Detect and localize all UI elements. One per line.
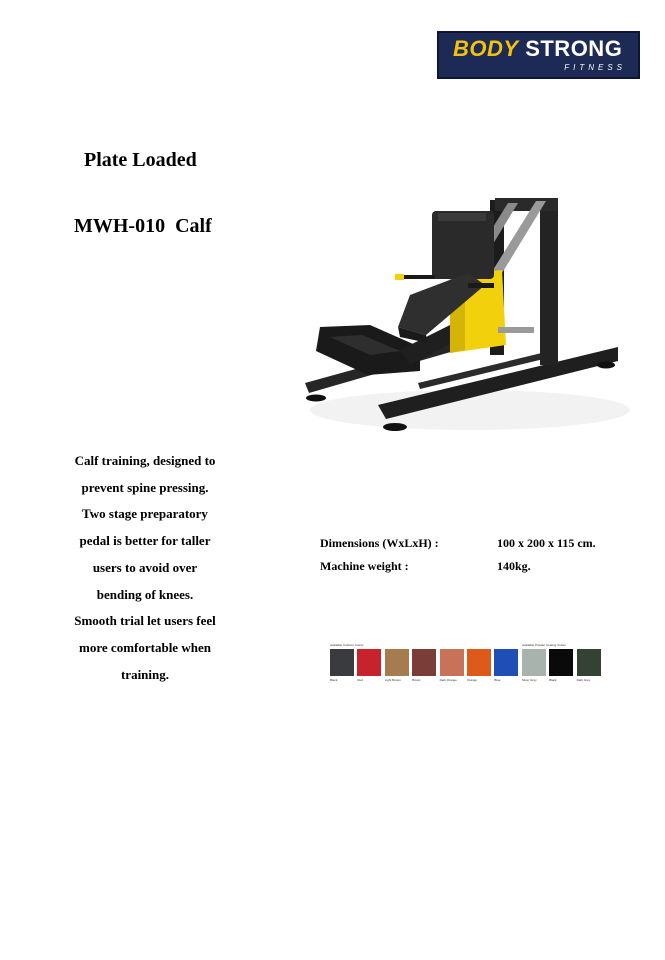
colour-swatch <box>522 649 546 676</box>
brand-logo <box>437 31 640 79</box>
spec-label: Machine weight : <box>320 559 409 573</box>
description-line: training. <box>120 666 170 682</box>
cushion-colour-title: Available Cushion Colour <box>330 643 364 647</box>
colour-swatch-label: Orange <box>467 678 478 682</box>
colour-swatch <box>549 649 573 676</box>
colour-swatch-label: Black <box>549 678 557 682</box>
model-name: MWH-010 Calf <box>74 215 212 237</box>
brand-name <box>453 36 622 62</box>
colour-swatch <box>330 649 354 676</box>
description-line: Smooth trial let users feel <box>74 613 216 629</box>
colour-swatch <box>412 649 436 676</box>
brand-word-strong: STRONG <box>525 36 623 61</box>
colour-swatch-label: Red <box>357 678 363 682</box>
colour-swatch <box>494 649 518 676</box>
description-line: users to avoid over <box>92 559 198 575</box>
description-line: Calf training, designed to <box>74 453 216 468</box>
colour-swatch <box>467 649 491 676</box>
description-line: more comfortable when <box>79 639 211 655</box>
frame-colour-title: Available Powder Coating Colour <box>522 643 566 647</box>
spec-value: 100 x 200 x 115 cm. <box>497 536 596 550</box>
colour-swatch-label: Brown <box>412 678 421 682</box>
colour-swatch-label: Dark Grey <box>576 678 591 682</box>
brand-subtitle: FITNESS <box>564 63 626 72</box>
spec-label: Dimensions (WxLxH) : <box>320 536 439 550</box>
description-line: pedal is better for taller <box>79 533 211 549</box>
colour-swatch-label: Silver Grey <box>521 678 537 682</box>
colour-swatch <box>440 649 464 676</box>
description-line: Two stage preparatory <box>82 506 208 522</box>
spec-value: 140kg. <box>497 559 531 573</box>
color-swatches <box>330 643 605 683</box>
product-description <box>40 448 250 688</box>
calf-machine-image <box>300 165 635 445</box>
page-title: Plate Loaded <box>84 149 197 171</box>
colour-swatch-label: Blue <box>494 678 501 682</box>
colour-swatch-label: Black <box>330 678 338 682</box>
description-line: prevent spine pressing. <box>81 479 209 495</box>
description-line: bending of knees. <box>96 586 194 602</box>
colour-swatch <box>385 649 409 676</box>
colour-swatch <box>577 649 601 676</box>
colour-swatch-label: Light Brown <box>384 678 401 682</box>
colour-swatch-label: Dark Orange <box>439 678 457 682</box>
brand-word-body: BODY <box>453 36 519 61</box>
colour-swatch <box>357 649 381 676</box>
